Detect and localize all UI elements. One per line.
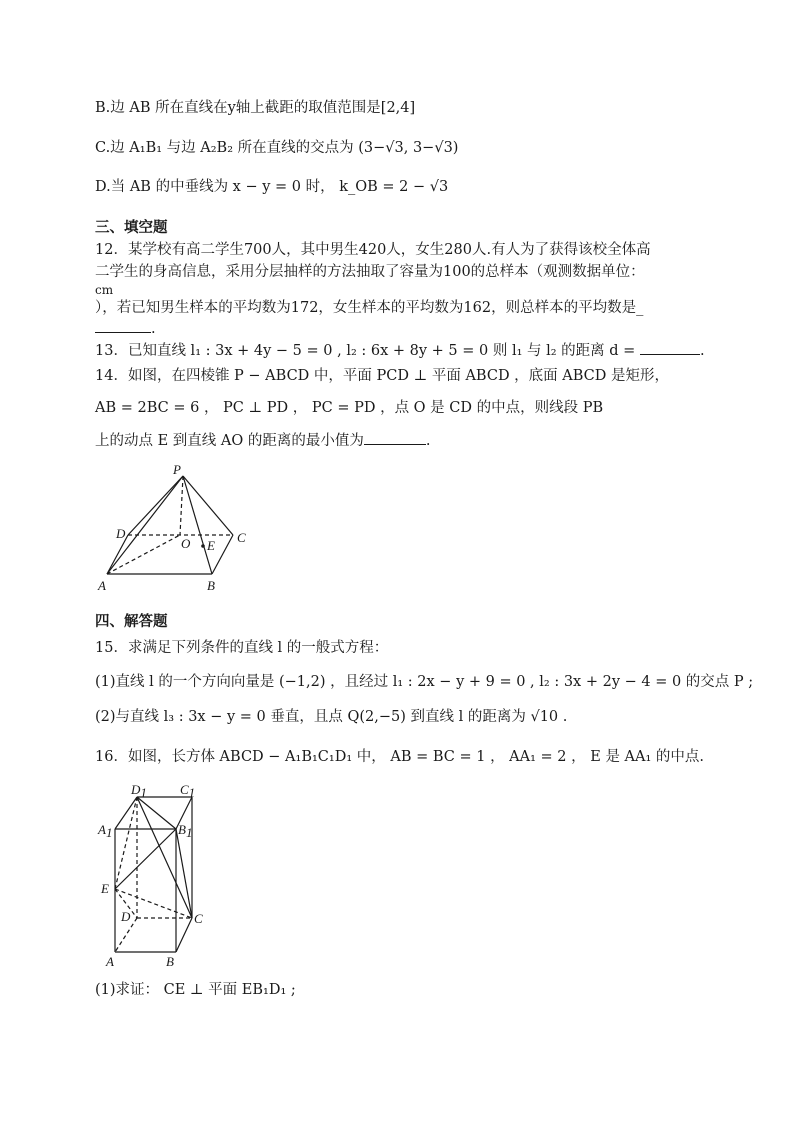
option-d-text: D.当 AB 的中垂线为 x − y = 0 时， k_OB = 2 − √3: [95, 179, 449, 195]
label-C1: C1: [180, 782, 196, 800]
label-B: B: [166, 954, 174, 969]
segment-D1C: [137, 797, 192, 918]
label-A: A: [98, 578, 106, 593]
q14-line2: AB = 2BC = 6 ， PC ⊥ PD ， PC = PD ，点 O 是 CD 的中点，则线段 PB: [95, 400, 604, 416]
q12-unit: cm: [95, 283, 114, 297]
label-A1: A1: [98, 822, 113, 840]
q13-end: .: [699, 343, 705, 359]
section-heading-fill-in: 三、填空题: [95, 220, 168, 236]
label-D: D: [116, 526, 126, 541]
label-B1: B1: [178, 822, 193, 840]
q15-part2: (2)与直线 l₃ : 3x − y = 0 垂直，且点 Q(2,−5) 到直线 l 的距离为 √10 .: [95, 709, 568, 725]
q15-line1: 15．求满足下列条件的直线 l 的一般式方程：: [95, 640, 389, 656]
label-D: D: [121, 909, 131, 924]
q12-line4: ），若已知男生样本的平均数为172，女生样本的平均数为162，则总样本的平均数是_: [95, 300, 644, 316]
edge-BC: [176, 918, 192, 952]
q14-line1: 14．如图，在四棱锥 P − ABCD 中，平面 PCD ⊥ 平面 ABCD ，底面 ABCD 是矩形，: [95, 368, 670, 384]
q12-end: .: [151, 321, 156, 337]
q16-part1: (1)求证： CE ⊥ 平面 EB₁D₁ ;: [95, 982, 296, 998]
label-E: E: [101, 881, 109, 896]
label-P: P: [173, 462, 181, 477]
q12-line1: 12．某学校有高二学生700人，其中男生420人，女生280人.有人为了获得该校全体高: [95, 242, 651, 258]
segment-EB1: [115, 829, 176, 889]
option-c-text: C.边 A₁B₁ 与边 A₂B₂ 所在直线的交点为 (3−√3, 3−√3): [95, 140, 459, 156]
section-heading-solve: 四、解答题: [95, 614, 168, 630]
q15-part1: (1)直线 l 的一个方向向量是 (−1,2) ，且经过 l₁ : 2x − y + 9 = 0 , l₂ : 3x + 2y − 4 = 0 的交点 P ;: [95, 674, 754, 690]
q14-end: .: [425, 433, 431, 449]
label-B: B: [207, 578, 215, 593]
label-E: E: [207, 538, 215, 553]
label-O: O: [181, 536, 191, 551]
q12-line2: 二学生的身高信息，采用分层抽样的方法抽取了容量为100的总样本（观测数据单位：: [95, 264, 645, 280]
label-C: C: [237, 530, 246, 545]
label-D1: D1: [131, 782, 147, 800]
q14-line3-text: 上的动点 E 到直线 AO 的距离的最小值为: [95, 433, 364, 449]
segment-B1C: [176, 829, 192, 918]
label-C: C: [194, 911, 203, 926]
q13-text: 13．已知直线 l₁ : 3x + 4y − 5 = 0 , l₂ : 6x + 8y + 5 = 0 则 l₁ 与 l₂ 的距离 d =: [95, 343, 636, 359]
segment-D1B1: [137, 797, 176, 829]
q16-line1: 16．如图，长方体 ABCD − A₁B₁C₁D₁ 中， AB = BC = 1 ， AA₁ = 2 ， E 是 AA₁ 的中点.: [95, 749, 705, 765]
segment-ED1-hidden: [115, 797, 137, 889]
option-b-text: B.边 AB 所在直线在y轴上截距的取值范围是[2,4]: [95, 100, 416, 116]
label-A: A: [106, 954, 114, 969]
